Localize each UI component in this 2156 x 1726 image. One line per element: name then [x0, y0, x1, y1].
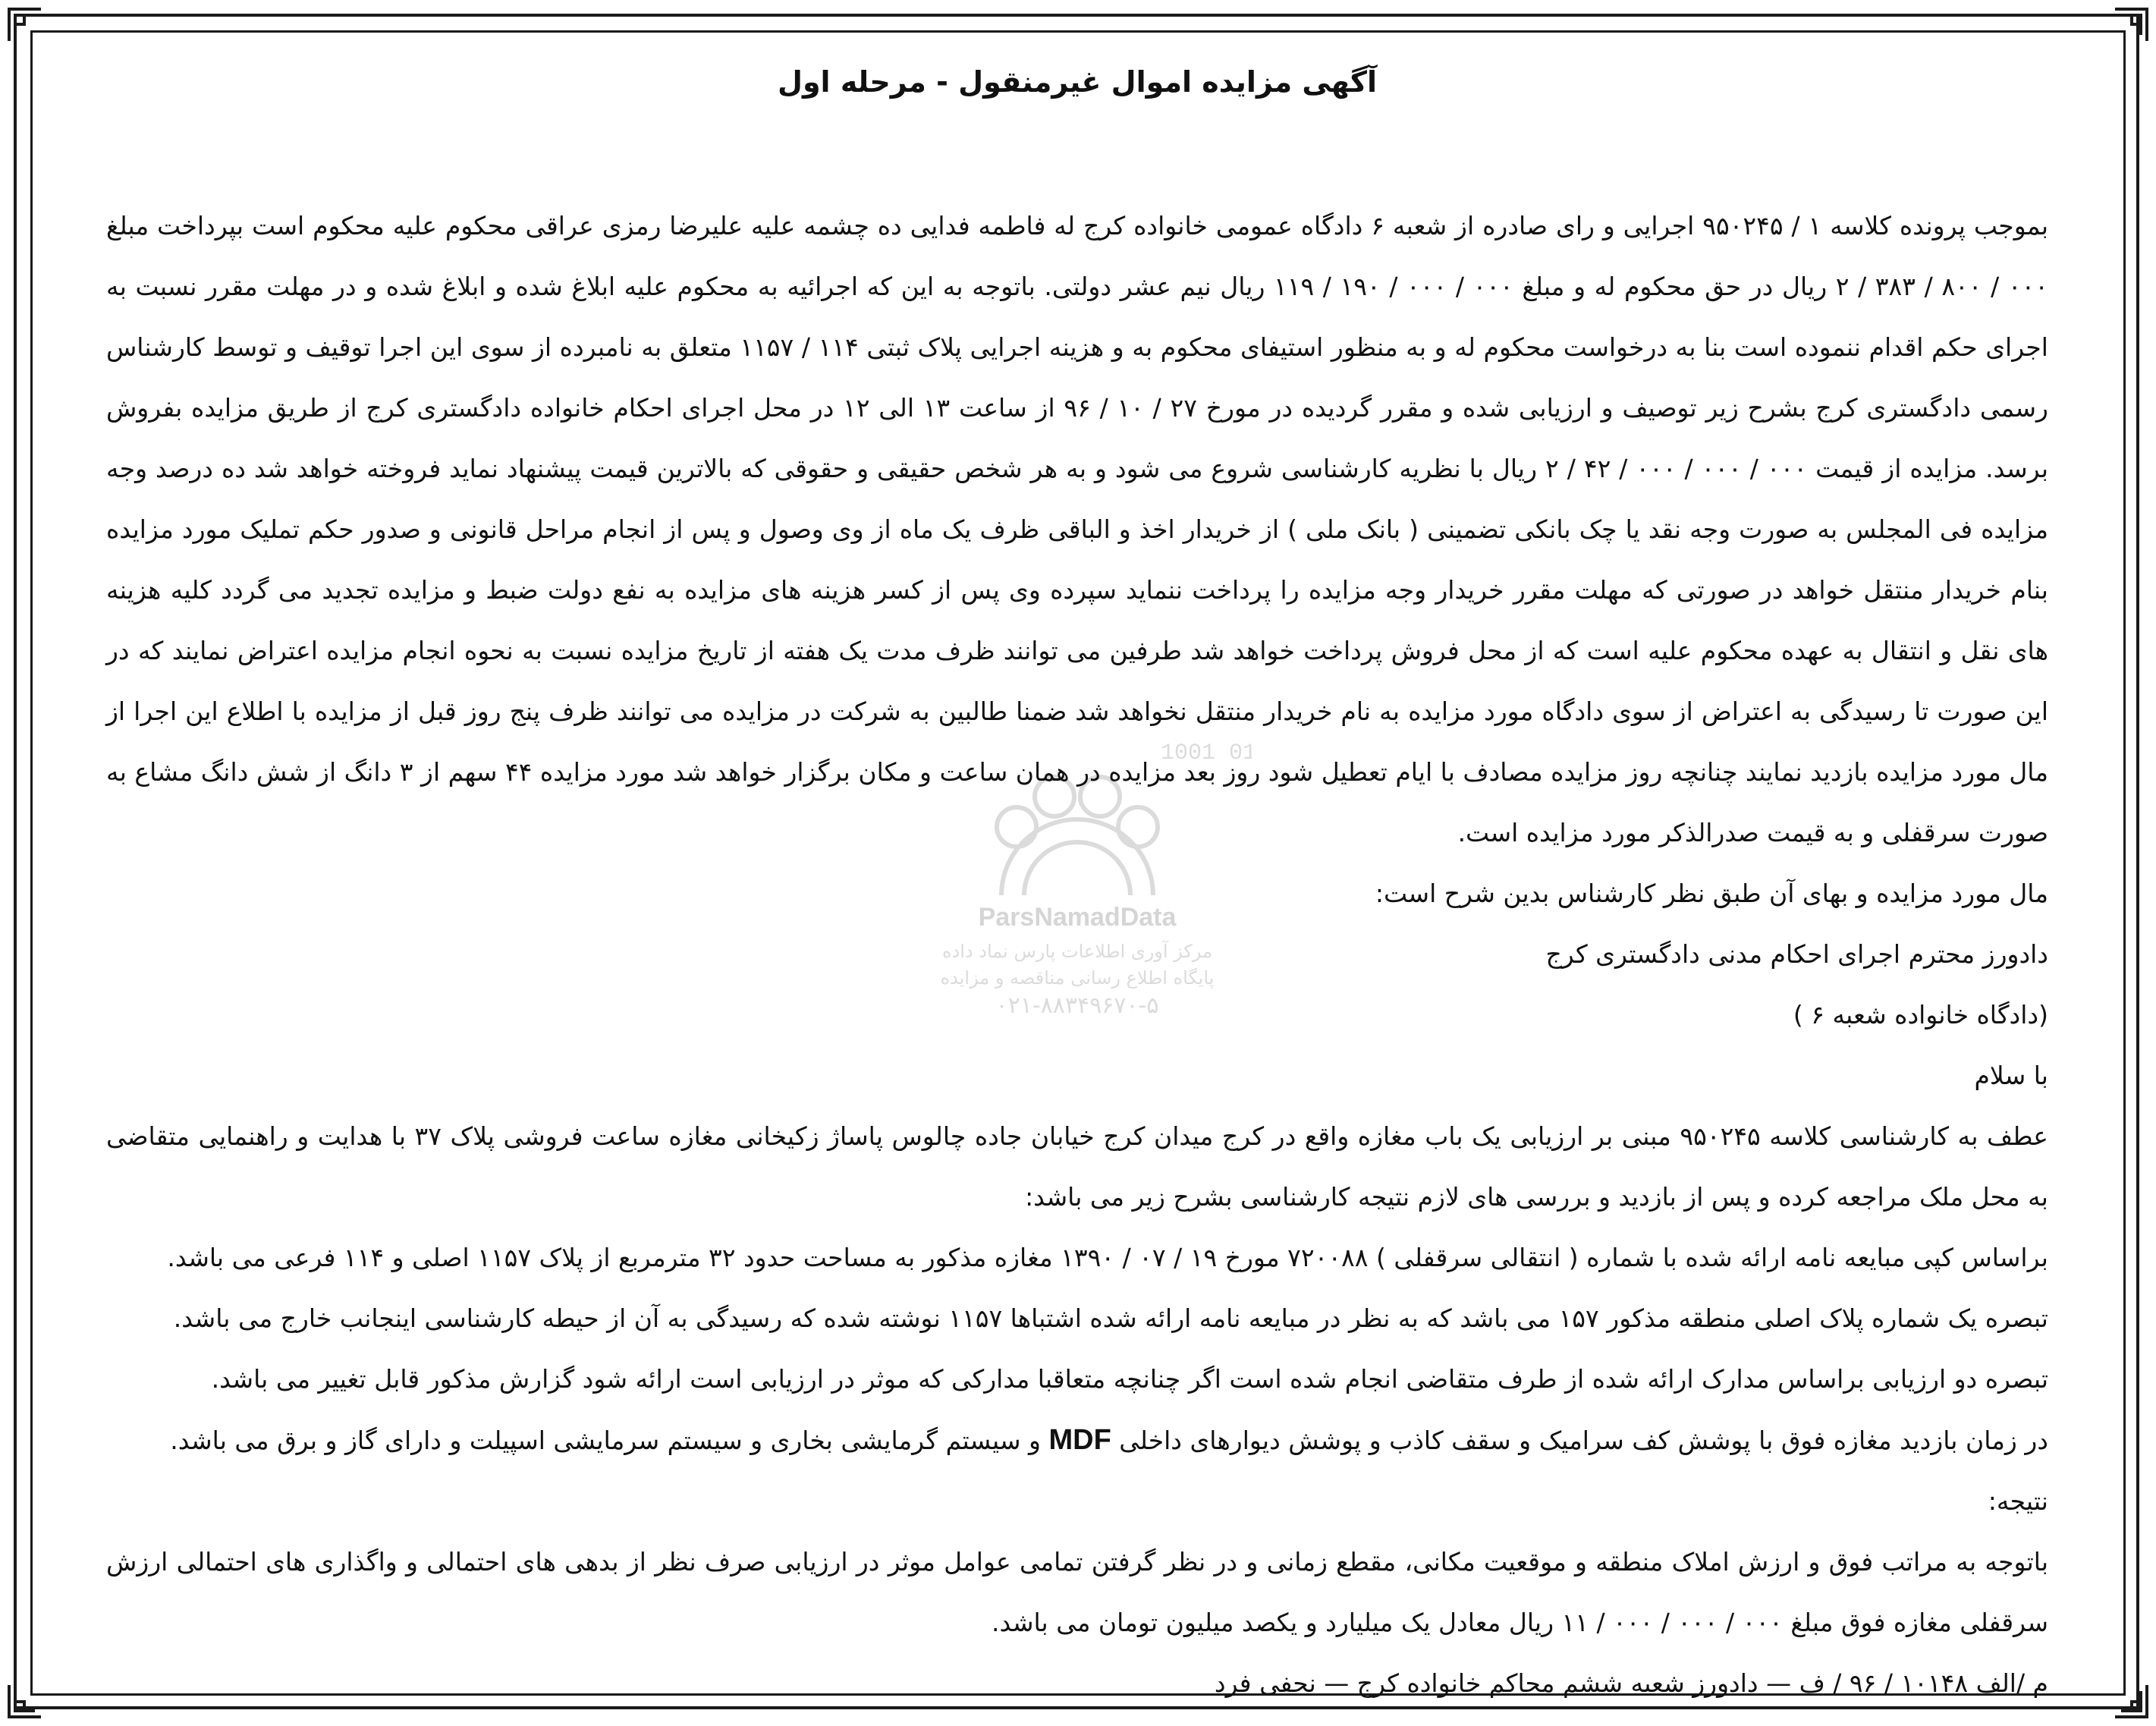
watermark-brand: ParsNamadData [978, 903, 1177, 932]
corner-ornament-icon [8, 1684, 42, 1718]
result-paragraph: باتوجه به مراتب فوق و ارزش املاک منطقه و موقعیت مکانی، مقطع زمانی و در نظر گرفتن تمامی عوامل موثر در ارزیابی صرف نظر از بدهی های احتمالی و واگذاری های احتمالی ارزش سرقفلی مغازه فوق مبلغ ۰۰۰ / ۰۰۰ / ۰۰۰ / ۱۱ ریال معادل یک میلیارد و یکصد میلیون تومان می باشد. [106, 1547, 2048, 1637]
visit-text-before: در زمان بازدید مغازه فوق با پوشش کف سرامیک و سقف کاذب و پوشش دیوارهای داخلی [1119, 1426, 2048, 1455]
note1-line: تبصره یک شماره پلاک اصلی منطقه مذکور ۱۵۷ می باشد که به نظر در مبایعه نامه ارائه شده اشتباها ۱۱۵۷ نوشته شده که رسیدگی به آن از حیطه کارشناسی اینجانب خارج می باشد. [173, 1303, 2048, 1333]
contract-line: براساس کپی مبایعه نامه ارائه شده با شماره ( انتقالی سرقفلی ) ۷۲۰۰۸۸ مورخ ۱۹ / ۰۷ / ۱۳۹۰ مغازه مذکور به مساحت حدود ۳۲ مترمربع از پلاک ۱۱۵۷ اصلی و ۱۱۴ فرعی می باشد. [167, 1243, 2048, 1272]
greeting-line: با سلام [1974, 1061, 2048, 1090]
notice-body [106, 46, 2048, 1714]
watermark-line1: مرکز آوری اطلاعات پارس نماد داده [942, 941, 1212, 962]
mdf-label: MDF [1048, 1424, 1111, 1456]
watermark-phone: ۰۲۱-۸۸۳۴۹۶۷۰-۵ [995, 992, 1159, 1019]
result-heading: نتیجه: [1988, 1486, 2048, 1516]
svg-text:1001 010: 1001 01 [1161, 740, 1252, 766]
corner-ornament-icon [8, 8, 42, 42]
corner-ornament-icon [2114, 8, 2148, 42]
note2-line: تبصره دو ارزیابی براساس مدارک ارائه شده از طرف متقاضی انجام شده است اگر چنانچه متعاقبا مدارکی که موثر در ارزیابی است ارائه شود گزارش مذکور قابل تغییر می باشد. [211, 1364, 2048, 1394]
visit-line [106, 1410, 2048, 1471]
signature-line: م /الف ۱۰۱۴۸ / ۹۶ / ف — دادورز شعبه ششم محاکم خانواده کرج — نجفی فرد [1214, 1668, 2048, 1698]
watermark-line2: پایگاه اطلاع رسانی مناقصه و مزایده [940, 967, 1215, 989]
visit-text-after: و سیستم گرمایشی بخاری و سیستم سرمایشی اسپیلت و دارای گاز و برق می باشد. [170, 1426, 1041, 1455]
property-line: مال مورد مزایده و بهای آن طبق نظر کارشناس بدین شرح است: [1375, 879, 2048, 908]
branch-line: (دادگاه خانواده شعبه ۶ ) [1793, 1000, 2048, 1030]
intro-paragraph: بموجب پرونده کلاسه ۱ / ۹۵۰۲۴۵ اجرایی و رای صادره از شعبه ۶ دادگاه عمومی خانواده کرج له فاطمه فدایی ده چشمه علیه علیرضا رمزی عراقی محکوم علیه محکوم است بپرداخت مبلغ ۰۰۰ / ۸۰۰ / ۳۸۳ / ۲ ریال در حق محکوم له و مبلغ ۰۰۰ / ۰۰۰ / ۱۹۰ / ۱۱۹ ریال نیم عشر دولتی. باتوجه به این که اجرائیه به محکوم علیه ابلاغ شده و ابلاغ شده و در مهلت مقرر نسبت به اجرای حکم اقدام ننموده است بنا به درخواست محکوم له و به منظور استیفای محکوم به و هزینه اجرایی پلاک ثبتی ۱۱۴ / ۱۱۵۷ متعلق به نامبرده از سوی این اجرا توقیف و توسط کارشناس رسمی دادگستری کرج بشرح زیر توصیف و ارزیابی شده و مقرر گردیده در مورخ ۲۷ / ۱۰ / ۹۶ از ساعت ۱۳ الی ۱۲ در محل اجرای احکام خانواده دادگستری کرج از طریق مزایده بفروش برسد. مزایده از قیمت ۰۰۰ / ۰۰۰ / ۰۰۰ / ۴۲ / ۲ ریال با نظریه کارشناسی شروع می شود و به هر شخص حقیقی و حقوقی که بالاترین قیمت پیشنهاد نماید فروخته خواهد شد ده درصد وجه مزایده فی المجلس به صورت وجه نقد یا چک بانکی تضمینی ( بانک ملی ) از خریدار اخذ و الباقی ظرف یک ماه از وی وصول و پس از انجام مراحل قانونی و صدور حکم تملیک مورد مزایده بنام خریدار منتقل خواهد در صورتی که مهلت مقرر خریدار وجه مزایده را پرداخت ننماید سپرده وی پس از کسر هزینه های مزایده به نفع دولت ضبط و مزایده تجدید می گردد کلیه هزینه های نقل و انتقال به عهده محکوم علیه است که از محل فروش پرداخت خواهد شد طرفین می توانند ظرف مدت یک هفته از تاریخ مزایده نسبت به نحوه انجام مزایده اعتراض نمایند که در این صورت تا رسیدگی به اعتراض از سوی دادگاه مورد مزایده به نام خریدار منتقل نخواهد شد ضمنا طالبین به شرکت در مزایده می توانند ظرف پنج روز قبل از مزایده با اطلاع این اجرا از مال مورد مزایده بازدید نمایند چنانچه روز مزایده مصادف با ایام تعطیل شود روز بعد مزایده در همان ساعت و مکان برگزار خواهد شد مورد مزایده ۴۴ سهم از ۳ دانگ از شش دانگ مشاع به صورت سرقفلی و به قیمت صدرالذکر مورد مزایده است. [106, 211, 2049, 847]
reference-paragraph: عطف به کارشناسی کلاسه ۹۵۰۲۴۵ مبنی بر ارزیابی یک باب مغازه واقع در کرج میدان کرج خیابان جاده چالوس پاساژ زکیخانی مغازه ساعت فروشی پلاک ۳۷ با هدایت و راهنمایی متقاضی به محل ملک مراجعه کرده و پس از بازدید و بررسی های لازم نتیجه کارشناسی بشرح زیر می باشد: [106, 1121, 2048, 1212]
addressee-line: دادورز محترم اجرای احکام مدنی دادگستری کرج [1545, 939, 2048, 969]
corner-ornament-icon [2114, 1684, 2148, 1718]
page-title: آگهی مزایده اموال غیرمنقول - مرحله اول [777, 65, 1378, 99]
